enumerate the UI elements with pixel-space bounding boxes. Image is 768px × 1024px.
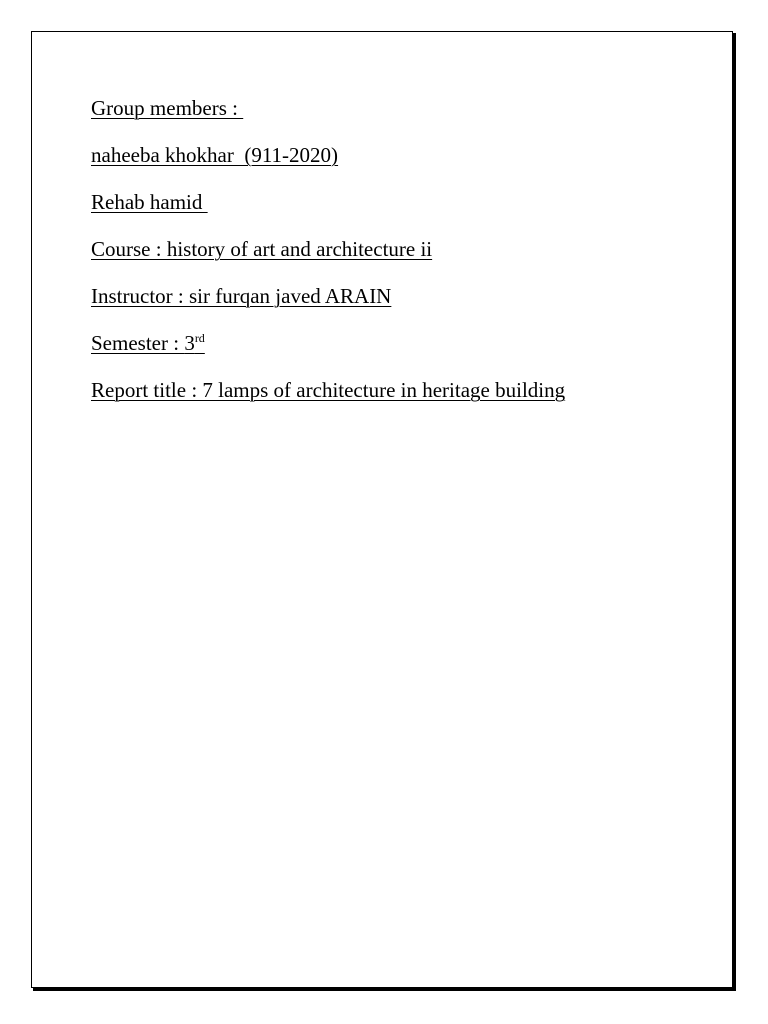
page-border-shadow-bottom [33, 988, 736, 991]
instructor-line: Instructor : sir furqan javed ARAIN [91, 284, 392, 308]
report-title-line: Report title : 7 lamps of architecture in heritage building [91, 378, 566, 402]
member-rehab: Rehab hamid [91, 190, 208, 214]
page-border-shadow-right [733, 33, 736, 991]
semester-label: Semester : [91, 331, 185, 355]
member-naheeba: naheeba khokhar (911-2020) [91, 143, 339, 167]
course-line: Course : history of art and architecture ii [91, 237, 433, 261]
semester-ordinal-suffix: rd [194, 331, 205, 345]
document-body [91, 93, 711, 422]
semester-number: 3 [184, 331, 195, 355]
group-members-heading: Group members : [91, 96, 244, 120]
semester-line [91, 328, 711, 358]
